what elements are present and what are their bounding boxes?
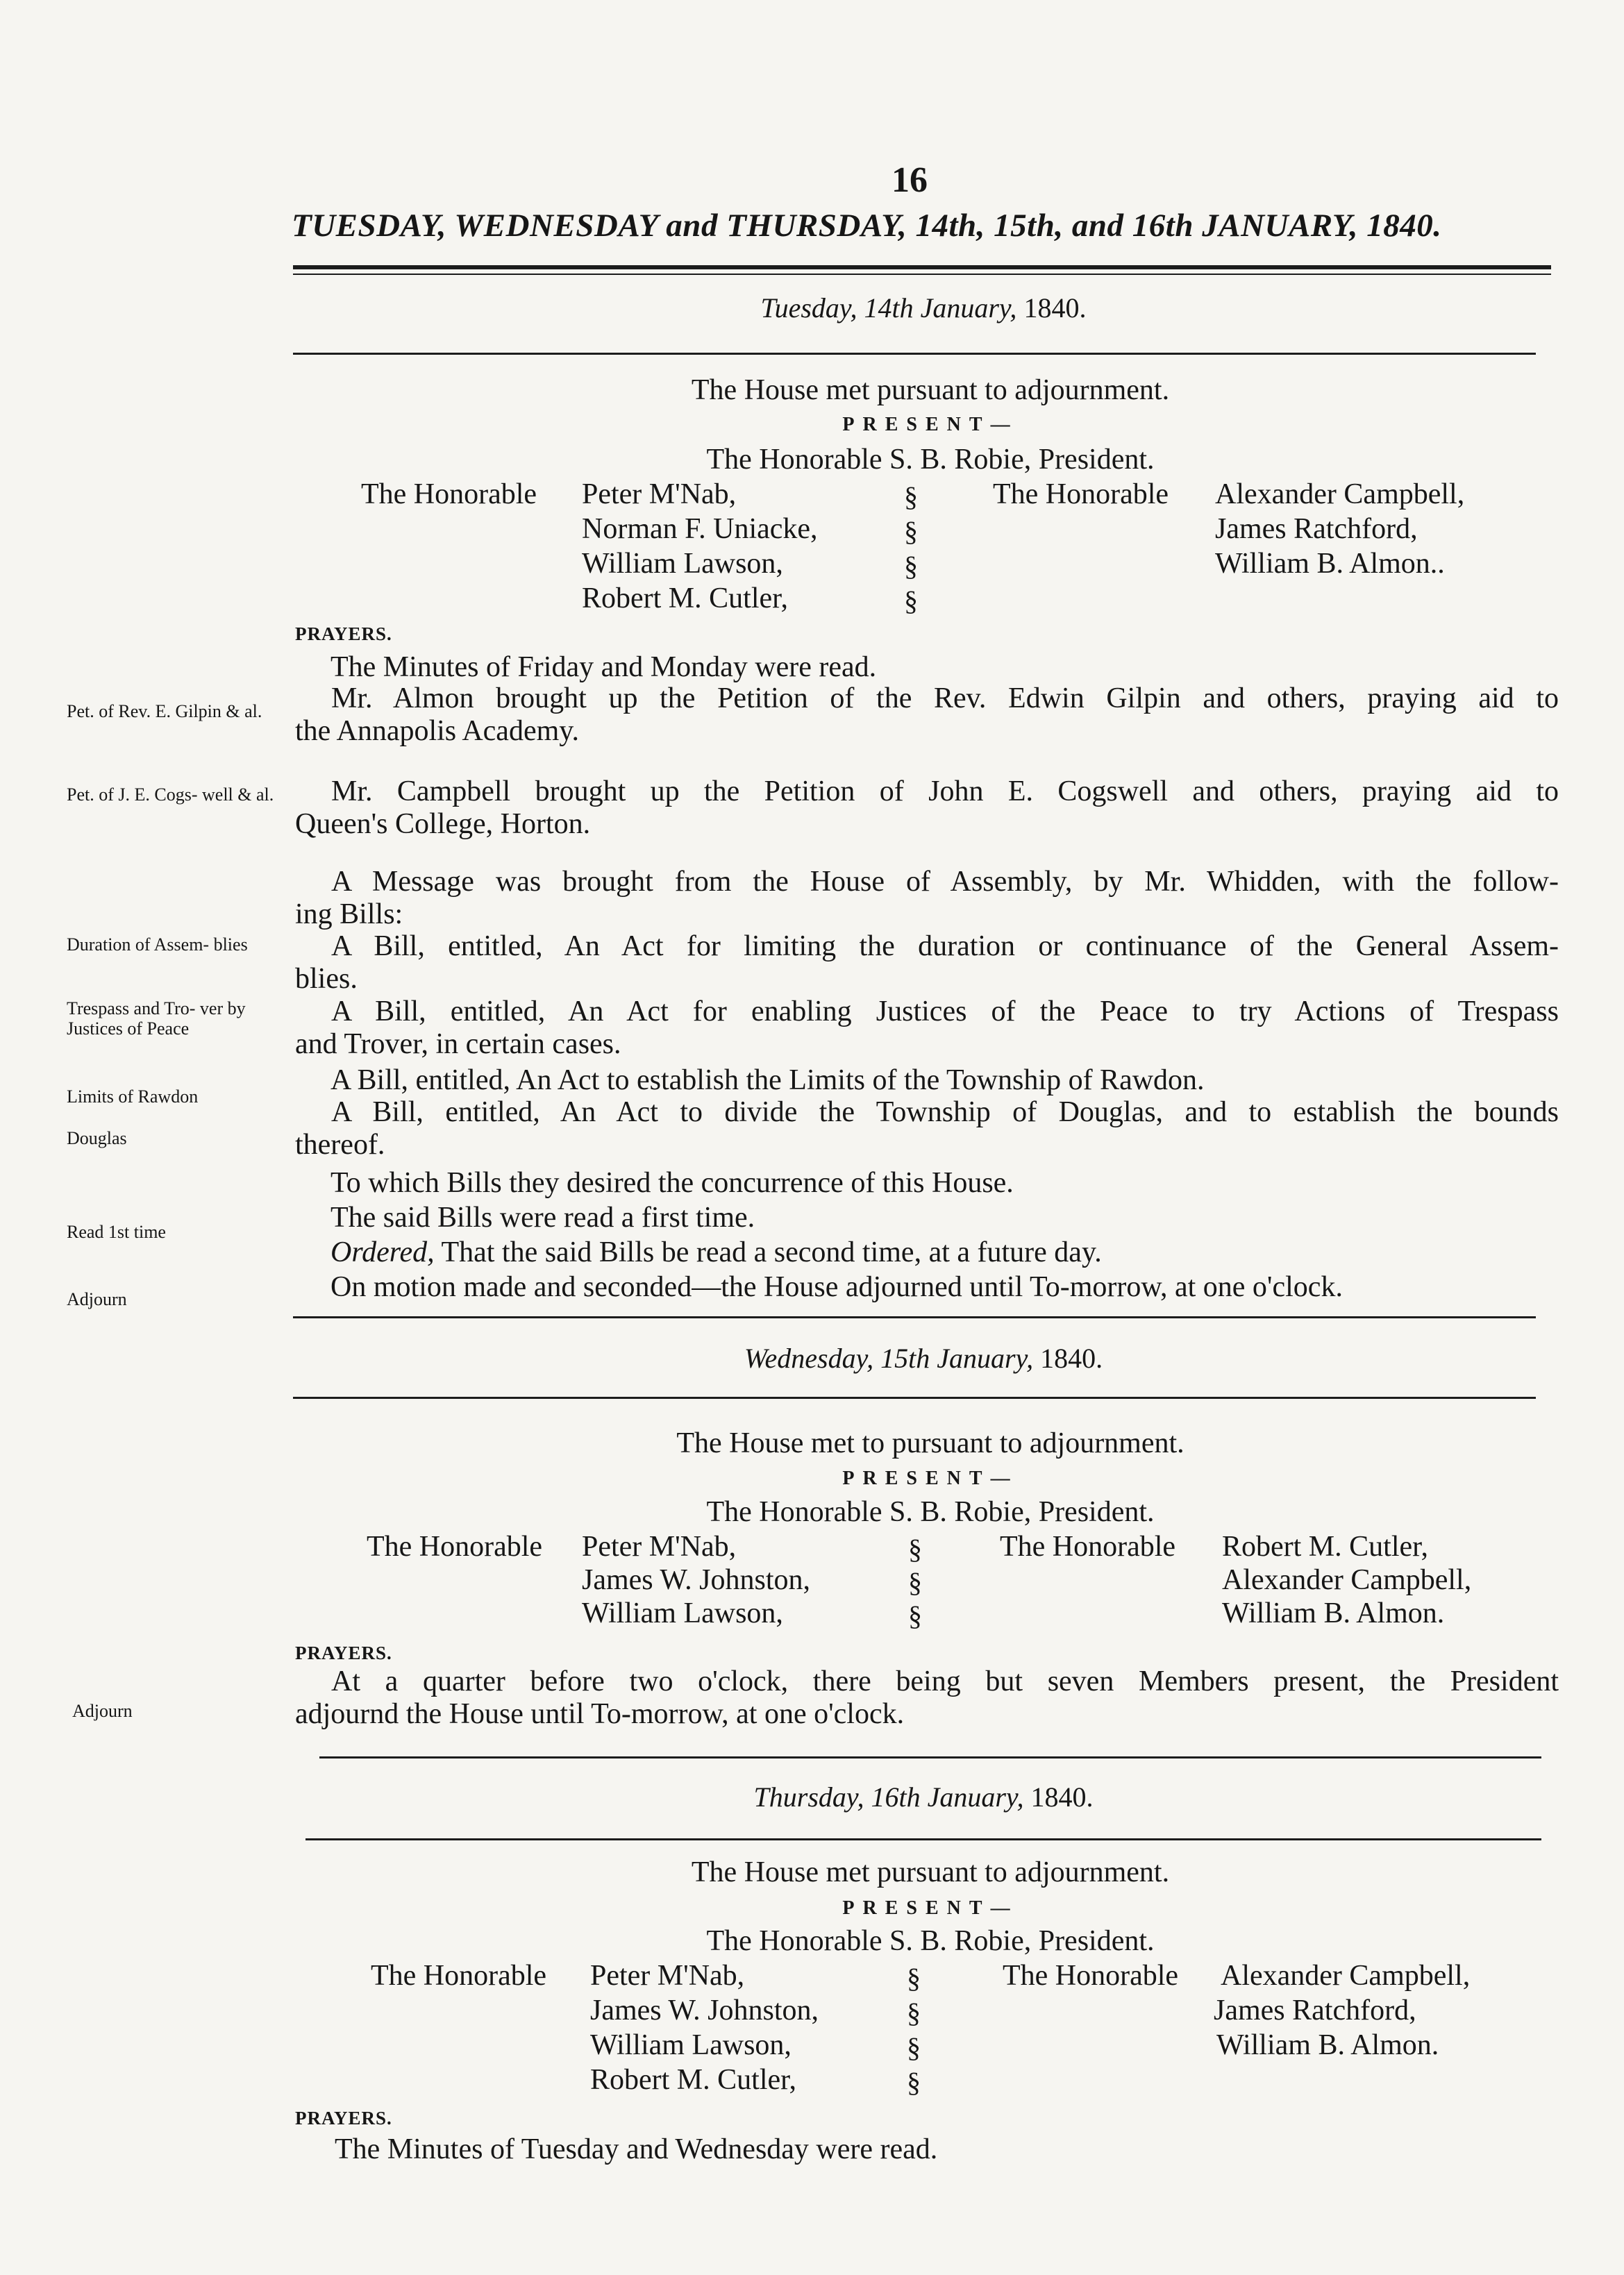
prayers-tuesday: PRAYERS. [295,623,392,644]
rule-end-wednesday [319,1756,1541,1758]
section-mark: § [907,2032,921,2063]
quarter-before-two [295,1665,1559,1731]
member-right: Alexander Campbell, [1215,478,1465,510]
gilpin-petition [295,682,1559,748]
section-mark: § [904,585,918,616]
double-rule-top [293,265,1551,269]
member-left: James W. Johnston, [582,1564,811,1596]
member-right: Robert M. Cutler, [1222,1531,1428,1563]
day-date: 15th January, [880,1343,1034,1374]
bill-rawdon: A Bill, entitled, An Act to establish the Limits of the Township of Rawdon. [330,1064,1205,1096]
section-mark: § [904,551,918,582]
member-right: William B. Almon. [1222,1597,1445,1629]
bill-trespass [295,996,1559,1061]
member-left: Peter M'Nab, [582,1531,737,1563]
minutes-tuesday: The Minutes of Friday and Monday were read. [330,651,877,683]
adjourn-tuesday: On motion made and seconded—the House adjourned until To-morrow, at one o'clock. [330,1271,1343,1303]
day-heading-thursday [576,1781,1271,1813]
met-thursday: The House met pursuant to adjournment. [691,1856,1170,1888]
prayers-wednesday: PRAYERS. [295,1643,392,1663]
day-heading-wednesday [576,1342,1271,1375]
member-left: William Lawson, [582,1597,783,1629]
president-tuesday: The Honorable S. B. Robie, President. [706,444,1155,476]
margin-note-douglas: Douglas [67,1128,127,1148]
hon-right-tuesday: The Honorable [993,478,1169,510]
day-heading-tuesday [576,292,1271,324]
section-mark: § [908,1600,922,1631]
member-right: William B. Almon. [1216,2029,1439,2061]
ordered-word: Ordered, [330,1236,435,1268]
member-left: Peter M'Nab, [582,478,737,510]
hon-right-thursday: The Honorable [1003,1960,1179,1992]
rule-tuesday [293,353,1536,355]
section-mark: § [907,2067,921,2098]
rule-thursday [305,1838,1541,1840]
minutes-thursday: The Minutes of Tuesday and Wednesday were read. [335,2133,938,2165]
prayers-thursday: PRAYERS. [295,2108,392,2129]
day-date: 14th January, [864,292,1017,324]
present-tuesday: PRESENT— [842,414,1019,435]
margin-note-duration: Duration of Assem- blies [67,934,248,955]
running-head: TUESDAY, WEDNESDAY and THURSDAY, 14th, 15th, and 16th JANUARY, 1840. [292,208,1442,244]
member-right: William B. Almon.. [1215,548,1445,580]
rule-end-tuesday [293,1316,1536,1318]
page-number: 16 [891,160,928,200]
ordered-second-reading [330,1236,1102,1269]
cogswell-line-2: Queen's College, Horton. [295,808,591,840]
assembly-message [295,866,1559,931]
day-name: Tuesday, [760,292,857,324]
margin-note-rawdon: Limits of Rawdon [67,1086,199,1107]
margin-note-read-first: Read 1st time [67,1222,166,1242]
message-line-1: A Message was brought from the House of Assembly, by Mr. Whidden, with the follow- [331,866,1559,898]
cogswell-petition [295,775,1559,841]
president-thursday: The Honorable S. B. Robie, President. [706,1925,1155,1957]
bill-duration [295,930,1559,996]
day-date: 16th January, [871,1781,1024,1813]
bill-douglas [295,1096,1559,1161]
section-mark: § [904,516,918,547]
day-year: 1840. [1030,1781,1094,1813]
rule-wednesday [293,1397,1536,1399]
cogswell-line-1: Mr. Campbell brought up the Petition of John E. Cogswell and others, praying aid to [331,775,1559,807]
read-first-time: The said Bills were read a first time. [330,1202,755,1234]
section-mark: § [904,481,918,512]
day-year: 1840. [1023,292,1087,324]
member-right: James Ratchford, [1215,513,1418,545]
concurrence: To which Bills they desired the concurrence of this House. [330,1167,1014,1199]
bill1-line-1: A Bill, entitled, An Act for limiting the duration or continuance of the General Assem- [331,930,1559,962]
member-left: Norman F. Uniacke, [582,513,818,545]
member-left: William Lawson, [590,2029,792,2061]
member-left: James W. Johnston, [590,1995,819,2026]
bill1-line-2: blies. [295,963,358,995]
bill4-line-2: thereof. [295,1129,385,1161]
day-year: 1840. [1040,1343,1103,1374]
hon-left-tuesday: The Honorable [361,478,537,510]
ordered-rest: That the said Bills be read a second time, at a future day. [441,1236,1102,1268]
member-left: Peter M'Nab, [590,1960,745,1992]
section-mark: § [907,1963,921,1994]
member-right: James Ratchford, [1214,1995,1416,2026]
bill4-line-1: A Bill, entitled, An Act to divide the Township of Douglas, and to establish the bounds [331,1096,1559,1128]
present-wednesday: PRESENT— [842,1468,1019,1489]
day-name: Wednesday, [744,1343,874,1374]
member-left: Robert M. Cutler, [590,2064,796,2096]
gilpin-line-1: Mr. Almon brought up the Petition of the Rev. Edwin Gilpin and others, praying aid to [331,682,1559,714]
president-wednesday: The Honorable S. B. Robie, President. [706,1496,1155,1528]
gilpin-line-2: the Annapolis Academy. [295,715,580,747]
margin-note-adjourn: Adjourn [67,1289,127,1309]
section-mark: § [907,1997,921,2029]
hon-left-thursday: The Honorable [371,1960,547,1992]
section-mark: § [908,1567,922,1598]
met-wednesday: The House met to pursuant to adjournment. [676,1427,1184,1459]
margin-note-gilpin: Pet. of Rev. E. Gilpin & al. [67,701,262,721]
hon-left-wednesday: The Honorable [367,1531,543,1563]
section-mark: § [908,1534,922,1565]
member-left: Robert M. Cutler, [582,582,788,614]
member-left: William Lawson, [582,548,783,580]
member-right: Alexander Campbell, [1222,1564,1472,1596]
quarter-line-1: At a quarter before two o'clock, there being but seven Members present, the President [331,1665,1559,1697]
hon-right-wednesday: The Honorable [1000,1531,1176,1563]
margin-note-adjourn: Adjourn [72,1701,133,1721]
bill2-line-1: A Bill, entitled, An Act for enabling Justices of the Peace to try Actions of Trespass [331,996,1559,1027]
message-line-2: ing Bills: [295,898,403,930]
day-name: Thursday, [753,1781,864,1813]
margin-note-trespass: Trespass and Tro- ver by Justices of Peace [67,998,246,1039]
margin-note-cogswell: Pet. of J. E. Cogs- well & al. [67,784,274,805]
present-thursday: PRESENT— [842,1897,1019,1919]
bill2-line-2: and Trover, in certain cases. [295,1028,621,1060]
double-rule-top-thin [293,274,1551,275]
member-right: Alexander Campbell, [1221,1960,1471,1992]
met-tuesday: The House met pursuant to adjournment. [691,374,1170,406]
quarter-line-2: adjournd the House until To-morrow, at one o'clock. [295,1698,905,1730]
